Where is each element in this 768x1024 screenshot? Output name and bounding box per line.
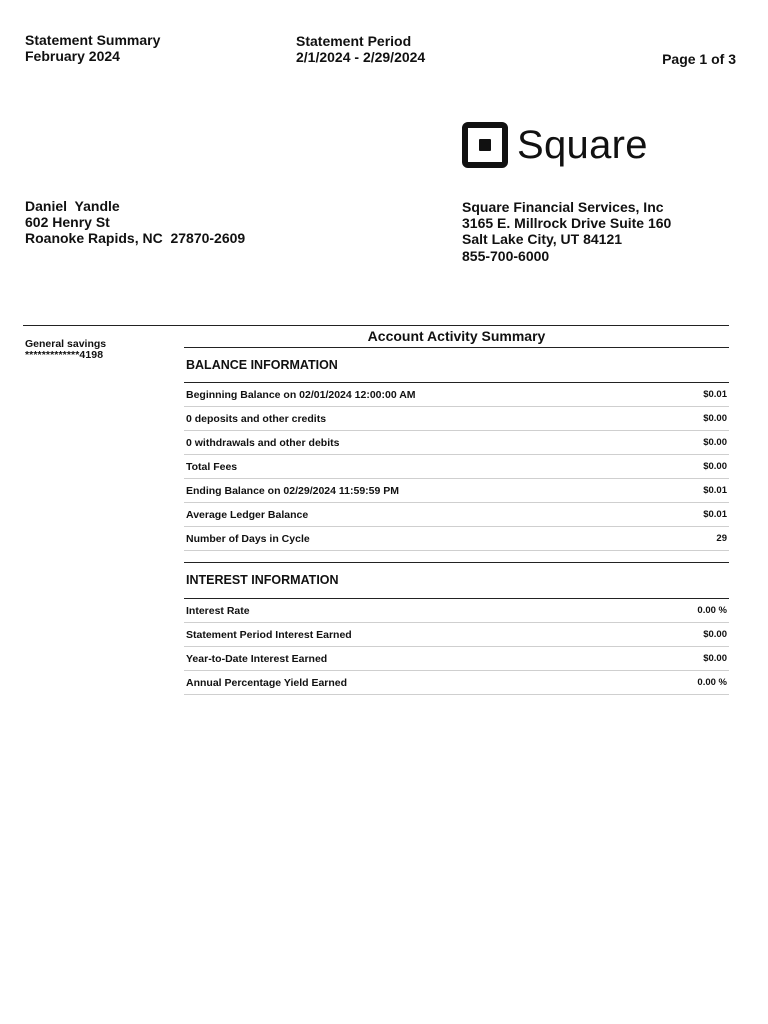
table-row — [184, 599, 729, 623]
row-label: 0 deposits and other credits — [186, 412, 327, 425]
balance-table — [184, 383, 729, 551]
table-row — [184, 623, 729, 647]
table-row — [184, 671, 729, 695]
row-label: Year-to-Date Interest Earned — [186, 652, 328, 665]
customer-name: Daniel Yandle — [25, 198, 120, 214]
row-value: $0.00 — [703, 461, 727, 472]
row-label: Total Fees — [186, 460, 238, 473]
row-value: 29 — [716, 533, 727, 544]
interest-section-title: INTEREST INFORMATION — [184, 563, 729, 599]
statement-period-label: Statement Period — [296, 33, 412, 49]
row-label: Interest Rate — [186, 604, 250, 617]
square-logo-icon — [462, 122, 508, 168]
interest-table — [184, 599, 729, 695]
logo-wordmark: Square — [517, 123, 648, 167]
row-label: Ending Balance on 02/29/2024 11:59:59 PM — [186, 484, 400, 497]
square-logo — [462, 122, 648, 168]
row-label: Number of Days in Cycle — [186, 532, 310, 545]
table-row — [184, 383, 729, 407]
table-row — [184, 431, 729, 455]
bank-phone: 855-700-6000 — [462, 247, 550, 264]
statement-summary-header — [25, 32, 160, 64]
row-label: Average Ledger Balance — [186, 508, 309, 521]
statement-period-dates: 2/1/2024 - 2/29/2024 — [296, 49, 426, 65]
table-row — [184, 647, 729, 671]
table-row — [184, 527, 729, 551]
statement-summary-label: Statement Summary — [25, 32, 161, 48]
bank-name: Square Financial Services, Inc — [462, 199, 664, 215]
row-value: $0.00 — [703, 437, 727, 448]
customer-address — [25, 198, 245, 247]
account-number: *************4198 — [25, 349, 104, 361]
customer-city: Roanoke Rapids, NC 27870-2609 — [25, 230, 246, 247]
statement-period-header — [296, 33, 425, 65]
row-label: Beginning Balance on 02/01/2024 12:00:00 AM — [186, 388, 416, 401]
table-row — [184, 479, 729, 503]
summary-title: Account Activity Summary — [184, 325, 729, 348]
row-value: $0.00 — [703, 413, 727, 424]
row-label: Statement Period Interest Earned — [186, 628, 352, 641]
row-value: 0.00 % — [697, 605, 727, 616]
statement-month: February 2024 — [25, 48, 120, 64]
bank-street: 3165 E. Millrock Drive Suite 160 — [462, 215, 672, 232]
account-activity-summary — [184, 325, 729, 695]
customer-street: 602 Henry St — [25, 214, 110, 231]
row-value: $0.00 — [703, 653, 727, 664]
balance-section-title: BALANCE INFORMATION — [184, 348, 729, 383]
page-number: Page 1 of 3 — [662, 51, 736, 67]
bank-city: Salt Lake City, UT 84121 — [462, 231, 623, 248]
table-row — [184, 455, 729, 479]
row-label: 0 withdrawals and other debits — [186, 436, 340, 449]
row-value: $0.01 — [703, 389, 727, 400]
account-type: General savings — [25, 338, 107, 350]
bank-address — [462, 199, 671, 264]
table-row — [184, 503, 729, 527]
row-value: 0.00 % — [697, 677, 727, 688]
row-value: $0.01 — [703, 485, 727, 496]
section-separator — [184, 551, 729, 563]
row-value: $0.00 — [703, 629, 727, 640]
row-value: $0.01 — [703, 509, 727, 520]
table-row — [184, 407, 729, 431]
row-label: Annual Percentage Yield Earned — [186, 676, 348, 689]
